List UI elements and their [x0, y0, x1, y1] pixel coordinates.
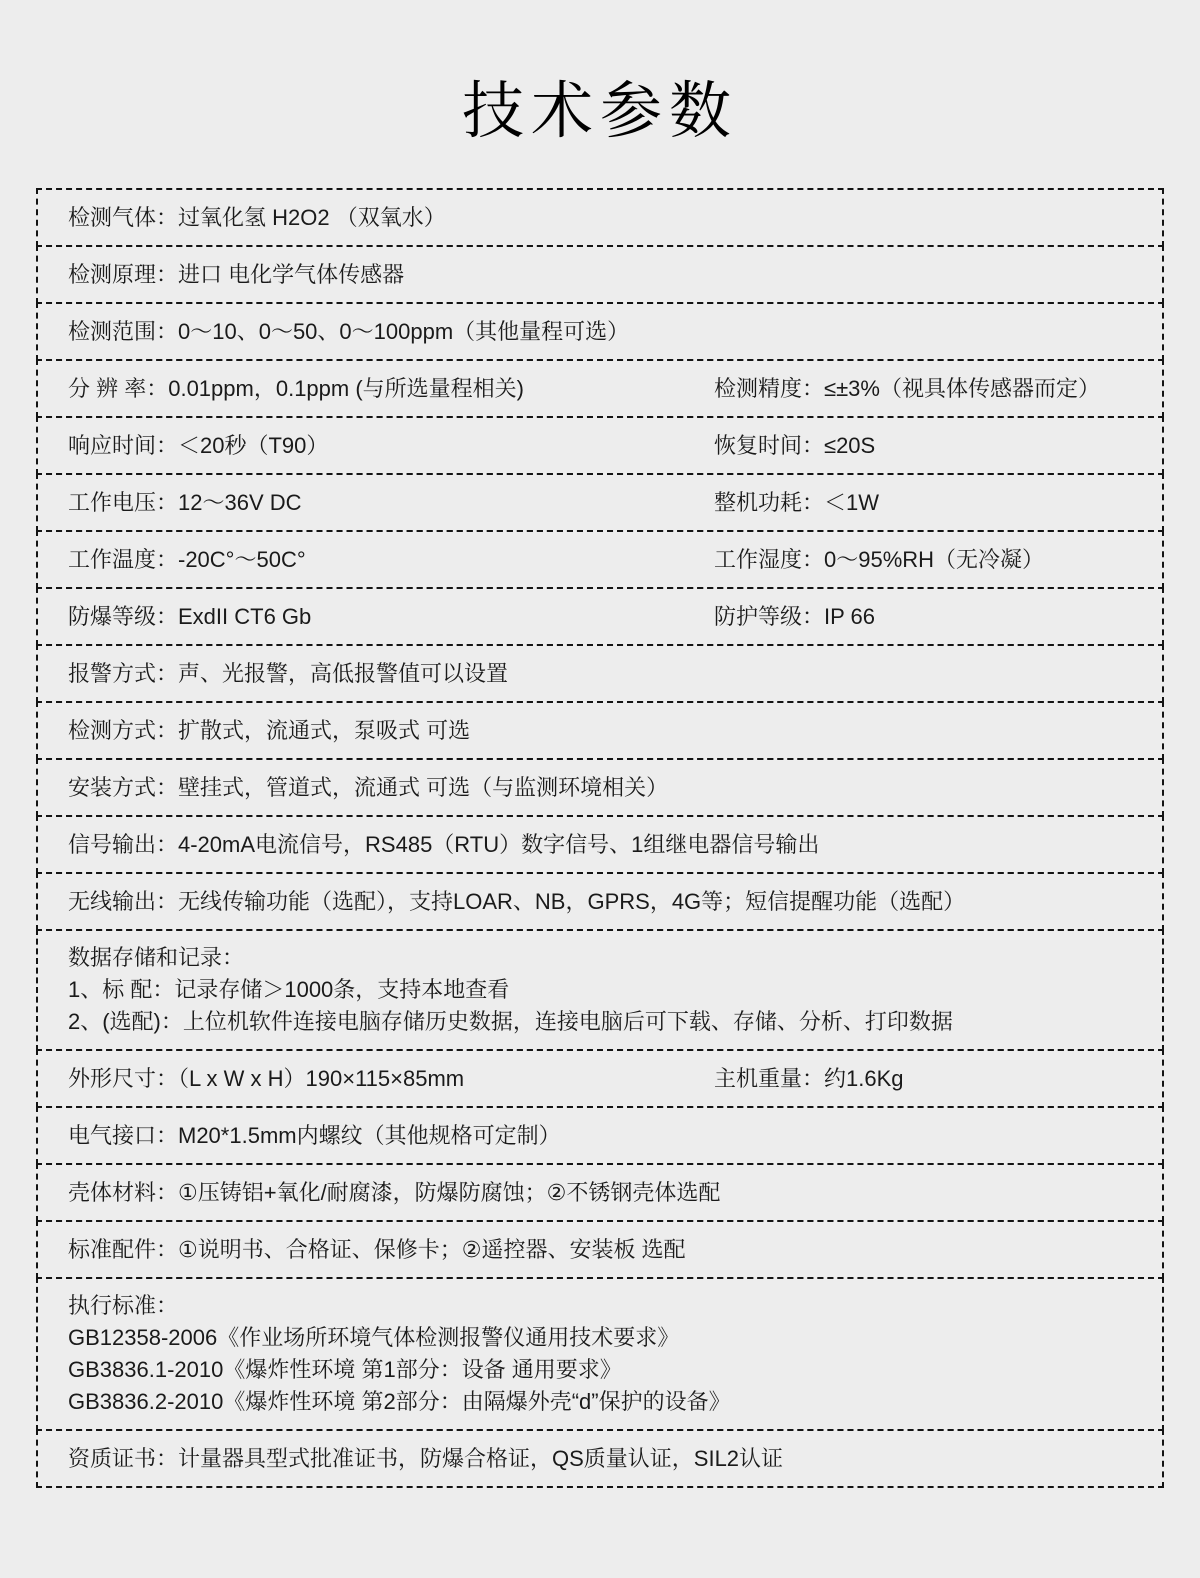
spec-cell-left: 检测气体：过氧化氢 H2O2 （双氧水）	[68, 204, 446, 230]
spec-cell-left: 防爆等级：ExdII CT6 Gb	[68, 603, 312, 629]
spec-cell-left: 无线输出：无线传输功能（选配），支持LOAR、NB，GPRS，4G等；短信提醒功能（选配）	[68, 888, 966, 914]
spec-cell-left: 报警方式：声、光报警，高低报警值可以设置	[68, 660, 509, 686]
spec-cell-right: 恢复时间：≤20S	[714, 432, 876, 458]
spec-cell-left: 检测原理：进口 电化学气体传感器	[68, 261, 405, 287]
spec-row	[36, 1277, 1164, 1431]
spec-row	[36, 1429, 1164, 1488]
spec-cell-right: 整机功耗：＜1W	[714, 489, 880, 515]
spec-row	[36, 1049, 1164, 1108]
spec-row	[36, 644, 1164, 703]
spec-row	[36, 530, 1164, 589]
spec-cell-left: 工作温度：-20C°～50C°	[68, 546, 306, 572]
spec-line: 执行标准：	[68, 1293, 179, 1318]
spec-line: GB12358-2006《作业场所环境气体检测报警仪通用技术要求》	[68, 1325, 680, 1350]
spec-row	[36, 587, 1164, 646]
spec-cell-left: 电气接口：M20*1.5mm内螺纹（其他规格可定制）	[68, 1122, 561, 1148]
spec-row	[36, 815, 1164, 874]
spec-row	[36, 302, 1164, 361]
spec-cell-right: 工作湿度：0～95%RH（无冷凝）	[714, 546, 1045, 572]
spec-cell-right: 防护等级：IP 66	[714, 603, 875, 629]
spec-line: 1、标 配：记录存储＞1000条，支持本地查看	[68, 977, 510, 1002]
spec-cell-left: 标准配件：①说明书、合格证、保修卡；②遥控器、安装板 选配	[68, 1236, 686, 1262]
spec-table	[36, 188, 1164, 1488]
spec-row	[36, 188, 1164, 247]
spec-row	[36, 473, 1164, 532]
spec-line: GB3836.2-2010《爆炸性环境 第2部分：由隔爆外壳“d”保护的设备》	[68, 1389, 731, 1414]
page-title: 技术参数	[461, 77, 738, 146]
spec-line: 2、(选配)：上位机软件连接电脑存储历史数据，连接电脑后可下载、存储、分析、打印数据	[68, 1009, 953, 1034]
spec-cell-right: 检测精度：≤±3%（视具体传感器而定）	[714, 375, 1100, 401]
spec-row	[36, 872, 1164, 931]
spec-row	[36, 245, 1164, 304]
spec-cell-left: 分 辨 率：0.01ppm，0.1ppm (与所选量程相关)	[68, 375, 524, 401]
spec-cell-left: 外形尺寸：（L x W x H）190×115×85mm	[68, 1065, 465, 1091]
spec-cell-left: 安装方式：壁挂式，管道式，流通式 可选（与监测环境相关）	[68, 774, 669, 800]
spec-row	[36, 929, 1164, 1051]
spec-cell-left: 壳体材料：①压铸铝+氧化/耐腐漆，防爆防腐蚀；②不锈钢壳体选配	[68, 1179, 721, 1205]
spec-cell-left: 工作电压：12～36V DC	[68, 489, 302, 515]
spec-row	[36, 359, 1164, 418]
spec-row	[36, 758, 1164, 817]
spec-cell-left: 信号输出：4-20mA电流信号，RS485（RTU）数字信号、1组继电器信号输出	[68, 831, 820, 857]
spec-row	[36, 701, 1164, 760]
spec-cell-right: 主机重量：约1.6Kg	[714, 1065, 904, 1091]
spec-row	[36, 1220, 1164, 1279]
spec-cell-left: 检测方式：扩散式，流通式，泵吸式 可选	[68, 717, 471, 743]
spec-row	[36, 416, 1164, 475]
spec-row	[36, 1106, 1164, 1165]
spec-line: 数据存储和记录：	[68, 945, 245, 970]
spec-cell-left: 资质证书：计量器具型式批准证书，防爆合格证，QS质量认证，SIL2认证	[68, 1445, 784, 1471]
spec-cell-left: 检测范围：0～10、0～50、0～100ppm（其他量程可选）	[68, 318, 630, 344]
spec-cell-left: 响应时间：＜20秒（T90）	[68, 432, 329, 458]
spec-row	[36, 1163, 1164, 1222]
spec-line: GB3836.1-2010《爆炸性环境 第1部分：设备 通用要求》	[68, 1357, 622, 1382]
